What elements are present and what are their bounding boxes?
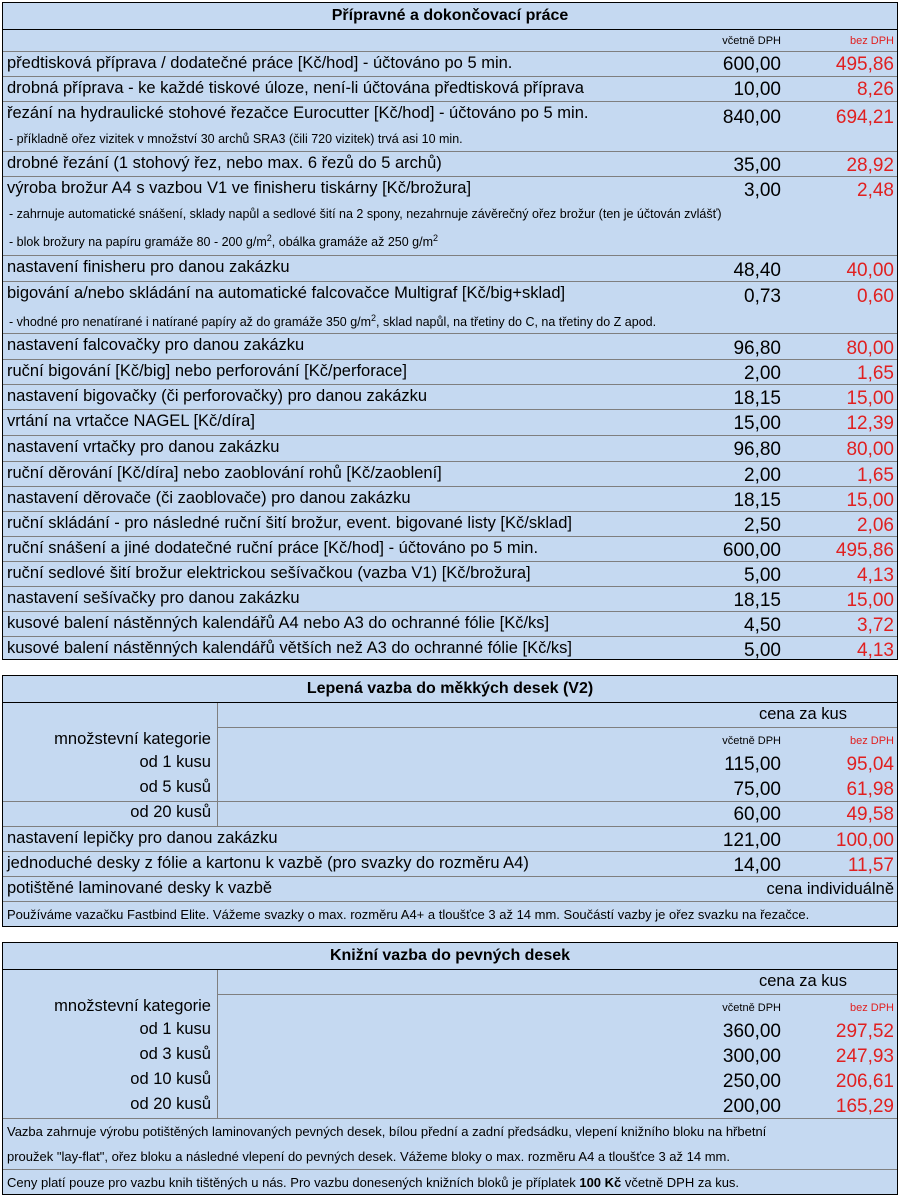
row-label: drobná příprava - ke každé tiskové úloze, není-li účtována předtisková příprava (7, 79, 584, 97)
price-incl-vat: 2,00 (744, 363, 781, 384)
row-label: drobné řezání (1 stohový řez, nebo max. 6 řezů do 5 archů) (7, 154, 442, 172)
price-excl-vat: 297,52 (835, 1021, 894, 1042)
price-incl-vat: 2,00 (744, 465, 781, 486)
price-incl-vat: 200,00 (722, 1096, 781, 1117)
price-row (3, 537, 897, 562)
note-text: - vhodné pro nenatírané i natírané papíry až do gramáže 350 g/m (9, 315, 372, 330)
price-incl-vat: 18,15 (733, 388, 781, 409)
price-row (3, 612, 897, 637)
note-text: , sklad napůl, na třetiny do C, na třetiny do Z apod. (376, 315, 657, 330)
divider (217, 970, 218, 1118)
price-row (3, 152, 897, 177)
price-row (3, 256, 897, 282)
price-excl-vat: 100,00 (835, 830, 894, 851)
price-incl-vat: 35,00 (733, 155, 781, 176)
price-per-unit-label: cena za kus (758, 972, 847, 990)
price-row (3, 852, 897, 877)
price-incl-vat: 600,00 (722, 54, 781, 75)
price-incl-vat: 96,80 (733, 338, 781, 359)
row-label: vrtání na vrtačce NAGEL [Kč/díra] (7, 412, 255, 430)
price-excl-vat: 80,00 (846, 439, 894, 460)
tier-row (3, 802, 897, 827)
price-incl-vat: 115,00 (724, 754, 781, 775)
row-label: nastavení děrovače (či zaoblovače) pro danou zakázku (7, 489, 411, 507)
row-label: nastavení lepičky pro danou zakázku (7, 829, 278, 847)
tier-label: od 3 kusů (139, 1045, 211, 1063)
price-excl-vat: 2,48 (857, 180, 894, 201)
footer-text: Používáme vazačku Fastbind Elite. Vážeme svazky o max. rozměru A4+ a tloušťce 3 až 14 mm. Součástí vazby je ořez svazku na řezačce. (7, 907, 810, 922)
row-label: řezání na hydraulické stohové řezačce Eurocutter [Kč/hod] - účtováno po 5 min. (7, 104, 589, 122)
row-note: - zahrnuje automatické snášení, sklady napůl a sedlové šití na 2 spony, nezahrnuje závěrečný ořez brožur (ten je účtován zvlášť) (9, 207, 722, 221)
price-excl-vat: 3,72 (857, 615, 894, 636)
price-row (3, 436, 897, 462)
price-excl-vat: 61,98 (846, 779, 894, 800)
row-label: kusové balení nástěnných kalendářů větších než A3 do ochranné fólie [Kč/ks] (7, 639, 573, 657)
price-excl-vat: 4,13 (857, 565, 894, 586)
section-title: Knižní vazba do pevných desek (3, 943, 897, 970)
price-excl-vat: 1,65 (857, 363, 894, 384)
price-excl-vat: 1,65 (857, 465, 894, 486)
price-excl-vat: 15,00 (846, 490, 894, 511)
note-text: - blok brožury na papíru gramáže 80 - 200 g/m (9, 235, 267, 250)
header-incl-vat: včetně DPH (722, 35, 781, 47)
price-excl-vat: 40,00 (846, 260, 894, 281)
row-label: nastavení bigovačky (či perforovačky) pro danou zakázku (7, 387, 428, 405)
header-excl-vat: bez DPH (849, 35, 894, 47)
price-row (3, 282, 897, 334)
tier-label: od 1 kusu (139, 1020, 211, 1038)
surcharge-amount: 100 Kč (579, 1175, 622, 1190)
row-label: nastavení finisheru pro danou zakázku (7, 258, 290, 276)
price-incl-vat: 300,00 (722, 1046, 781, 1067)
price-row (3, 487, 897, 512)
section-title: Přípravné a dokončovací práce (3, 3, 897, 30)
price-incl-vat: 5,00 (744, 640, 781, 661)
price-excl-vat: 206,61 (835, 1071, 894, 1092)
price-incl-vat: 0,73 (744, 286, 781, 307)
header-excl-vat: bez DPH (849, 735, 894, 747)
superscript: 2 (371, 313, 377, 323)
price-incl-vat: 360,00 (722, 1021, 781, 1042)
row-label: předtisková příprava / dodatečné práce [Kč/hod] - účtováno po 5 min. (7, 54, 513, 72)
individual-price: cena individuálně (766, 880, 894, 898)
finishing-section (2, 2, 898, 660)
price-excl-vat: 495,86 (835, 54, 894, 75)
perfect-binding-section (2, 675, 898, 927)
tier-label: od 20 kusů (130, 803, 211, 821)
row-label: výroba brožur A4 s vazbou V1 ve finisheru tiskárny [Kč/brožura] (7, 179, 472, 197)
row-label: kusové balení nástěnných kalendářů A4 nebo A3 do ochranné fólie [Kč/ks] (7, 614, 550, 632)
quantity-category-label: množstevní kategorie (54, 730, 211, 748)
price-excl-vat: 4,13 (857, 640, 894, 661)
price-incl-vat: 48,40 (733, 260, 781, 281)
price-incl-vat: 2,50 (744, 515, 781, 536)
header-incl-vat: včetně DPH (722, 735, 781, 747)
price-incl-vat: 5,00 (744, 565, 781, 586)
price-row (3, 512, 897, 537)
price-incl-vat: 250,00 (722, 1071, 781, 1092)
price-incl-vat: 75,00 (733, 779, 781, 800)
price-row (3, 637, 897, 662)
price-excl-vat: 495,86 (835, 540, 894, 561)
price-row (3, 877, 897, 902)
tier-block (3, 703, 897, 802)
row-label: ruční sedlové šití brožur elektrickou sešívačkou (vazba V1) [Kč/brožura] (7, 564, 531, 582)
price-row (3, 52, 897, 77)
price-excl-vat: 28,92 (846, 155, 894, 176)
price-incl-vat: 840,00 (722, 107, 781, 128)
row-label: potištěné laminované desky k vazbě (7, 879, 273, 897)
price-excl-vat: 0,60 (857, 286, 894, 307)
price-row (3, 334, 897, 360)
price-excl-vat: 80,00 (846, 338, 894, 359)
price-incl-vat: 600,00 (722, 540, 781, 561)
price-excl-vat: 49,58 (846, 804, 894, 825)
divider (218, 994, 897, 995)
row-label: ruční děrování [Kč/díra] nebo zaoblování rohů [Kč/zaoblení] (7, 464, 442, 482)
footer-note (3, 1170, 897, 1195)
price-per-unit-label: cena za kus (758, 705, 847, 723)
row-label: ruční skládání - pro následné ruční šití brožur, event. bigované listy [Kč/sklad] (7, 514, 572, 532)
tier-block (3, 970, 897, 1119)
footer-note (3, 1119, 897, 1170)
row-label: nastavení vrtačky pro danou zakázku (7, 438, 280, 456)
price-incl-vat: 121,00 (722, 830, 781, 851)
price-row (3, 562, 897, 587)
price-incl-vat: 18,15 (733, 590, 781, 611)
header-excl-vat: bez DPH (849, 1002, 894, 1014)
price-excl-vat: 95,04 (846, 754, 894, 775)
price-row (3, 410, 897, 436)
price-excl-vat: 15,00 (846, 590, 894, 611)
price-excl-vat: 2,06 (857, 515, 894, 536)
footer-text: Vazba zahrnuje výrobu potištěných laminovaných pevných desek, bílou přední a zadní předsádku, vlepení knižního bloku na hřbetní (7, 1124, 767, 1139)
footer-text: proužek "lay-flat", ořez bloku a následné vlepení do pevných desek. Vážeme bloky o max. rozměru A4 a tloušťce 3 až 14 mm. (7, 1149, 730, 1164)
section-title: Lepená vazba do měkkých desek (V2) (3, 676, 897, 703)
tier-label: od 20 kusů (130, 1095, 211, 1113)
price-row (3, 102, 897, 152)
price-excl-vat: 12,39 (846, 413, 894, 434)
row-label: bigování a/nebo skládání na automatické falcovačce Multigraf [Kč/big+sklad] (7, 284, 566, 302)
price-incl-vat: 3,00 (744, 180, 781, 201)
superscript: 2 (433, 233, 439, 243)
divider (218, 727, 897, 728)
price-excl-vat: 165,29 (835, 1096, 894, 1117)
row-label: nastavení sešívačky pro danou zakázku (7, 589, 300, 607)
footer-note (3, 902, 897, 927)
footer-text-part: včetně DPH za kus. (621, 1175, 740, 1190)
price-row (3, 827, 897, 852)
note-text: , obálka gramáže až 250 g/m (271, 235, 433, 250)
row-note: - příkladně ořez vizitek v množství 30 archů SRA3 (čili 720 vizitek) trvá asi 10 min. (9, 132, 463, 146)
price-row (3, 177, 897, 256)
price-excl-vat: 8,26 (857, 79, 894, 100)
price-incl-vat: 15,00 (733, 413, 781, 434)
price-incl-vat: 4,50 (744, 615, 781, 636)
price-row (3, 360, 897, 385)
price-row (3, 587, 897, 612)
header-incl-vat: včetně DPH (722, 1002, 781, 1014)
quantity-category-label: množstevní kategorie (54, 997, 211, 1015)
price-incl-vat: 10,00 (733, 79, 781, 100)
row-label: nastavení falcovačky pro danou zakázku (7, 336, 305, 354)
footer-text (7, 1175, 739, 1190)
price-row (3, 462, 897, 487)
price-row (3, 385, 897, 410)
tier-label: od 10 kusů (130, 1070, 211, 1088)
footer-text-part: Ceny platí pouze pro vazbu knih tištěných u nás. Pro vazbu donesených knižních bloků je příplatek (7, 1175, 580, 1190)
price-incl-vat: 60,00 (733, 804, 781, 825)
row-label: ruční bigování [Kč/big] nebo perforování [Kč/perforace] (7, 362, 407, 380)
price-incl-vat: 18,15 (733, 490, 781, 511)
column-header-row (3, 30, 897, 52)
row-label: ruční snášení a jiné dodatečné ruční práce [Kč/hod] - účtováno po 5 min. (7, 539, 539, 557)
superscript: 2 (266, 233, 272, 243)
row-note (9, 313, 656, 329)
price-row (3, 77, 897, 102)
price-incl-vat: 14,00 (733, 855, 781, 876)
divider (217, 802, 218, 826)
row-label: jednoduché desky z fólie a kartonu k vazbě (pro svazky do rozměru A4) (7, 854, 529, 872)
price-excl-vat: 15,00 (846, 388, 894, 409)
divider (217, 703, 218, 801)
row-note-2 (9, 233, 438, 249)
price-excl-vat: 247,93 (835, 1046, 894, 1067)
price-incl-vat: 96,80 (733, 439, 781, 460)
tier-label: od 1 kusu (139, 753, 211, 771)
tier-label: od 5 kusů (139, 778, 211, 796)
price-excl-vat: 11,57 (847, 855, 894, 876)
hardcover-binding-section (2, 942, 898, 1195)
price-excl-vat: 694,21 (835, 107, 894, 128)
